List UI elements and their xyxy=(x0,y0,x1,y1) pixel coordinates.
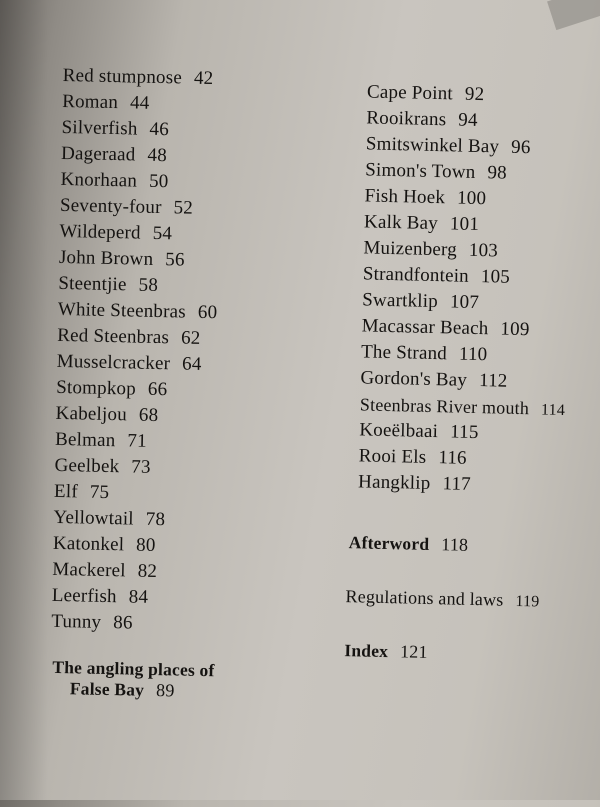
toc-entry-page: 64 xyxy=(181,353,202,375)
toc-entry xyxy=(361,341,488,366)
toc-entry-page: 48 xyxy=(147,144,168,167)
toc-entry-title: Rooikrans xyxy=(366,107,447,131)
toc-entry-title: Steenbras River mouth xyxy=(359,394,530,419)
toc-entry-page: 58 xyxy=(138,274,159,297)
toc-entry-title: Yellowtail xyxy=(53,506,135,530)
toc-entry xyxy=(366,133,531,159)
toc-entry-page: 110 xyxy=(458,343,488,366)
toc-entry-page: 101 xyxy=(449,213,480,236)
toc-entry-title: Kabeljou xyxy=(55,402,128,426)
toc-entry-page: 109 xyxy=(500,318,530,341)
toc-entry-page: 116 xyxy=(438,447,467,469)
toc-entry-page: 94 xyxy=(458,109,478,131)
toc-entry-title: Roman xyxy=(61,90,119,114)
toc-entry-page: 107 xyxy=(449,291,480,314)
toc-entry-afterword xyxy=(349,531,469,556)
toc-entry xyxy=(367,81,485,106)
toc-entry-title: Macassar Beach xyxy=(361,315,489,340)
toc-entry-index xyxy=(344,639,428,663)
toc-entry-title: Geelbek xyxy=(54,454,120,478)
toc-entry-page: 96 xyxy=(510,136,531,159)
toc-entry-title: Wildeperd xyxy=(59,220,141,244)
toc-entry-title: Simon's Town xyxy=(364,159,476,183)
toc-entry xyxy=(366,107,478,132)
toc-entry-title: Muizenberg xyxy=(363,237,458,261)
toc-entry-page: 121 xyxy=(399,641,428,662)
toc-entry-title: The Strand xyxy=(360,341,448,365)
toc-entry xyxy=(359,419,479,444)
toc-entry-page: 54 xyxy=(152,222,173,245)
toc-entry xyxy=(358,445,466,469)
toc-entry-page: 44 xyxy=(129,92,150,114)
toc-entry-page: 105 xyxy=(480,266,511,288)
toc-entry-title: Tunny xyxy=(51,610,102,633)
toc-entry-page: 92 xyxy=(464,83,485,106)
toc-entry-title: Elf xyxy=(53,480,79,503)
toc-entry-title: Gordon's Bay xyxy=(360,367,468,391)
toc-entry-page: 42 xyxy=(193,67,214,90)
toc-entry-page: 75 xyxy=(89,481,110,504)
toc-entry-page: 78 xyxy=(145,508,166,531)
toc-entry-title: Smitswinkel Bay xyxy=(365,133,500,158)
toc-entry-title: Seventy-four xyxy=(59,194,162,219)
toc-entry-page: 56 xyxy=(165,249,185,271)
toc-entry-page: 112 xyxy=(478,370,508,392)
toc-entry-title: Afterword xyxy=(348,532,430,554)
section-heading-line2: False Bay xyxy=(69,678,145,700)
toc-entry-title: Stompkop xyxy=(55,376,137,400)
toc-entry-title: Index xyxy=(344,640,389,662)
toc-entry-title: Silverfish xyxy=(61,116,138,140)
toc-entry xyxy=(362,289,479,314)
toc-entry-page: 46 xyxy=(149,118,170,141)
toc-entry-title: Strandfontein xyxy=(362,263,470,287)
toc-entry-title: Hangklip xyxy=(357,471,431,494)
toc-entry xyxy=(360,393,566,422)
toc-entry-page: 80 xyxy=(135,534,156,557)
toc-entry-title: Mackerel xyxy=(52,558,126,582)
toc-entry-title: Dageraad xyxy=(60,142,136,166)
toc-entry-title: Kalk Bay xyxy=(363,211,439,235)
toc-entry-page: 82 xyxy=(137,560,158,583)
toc-entry-page: 62 xyxy=(180,327,201,349)
toc-entry-title: Knorhaan xyxy=(60,168,138,192)
toc-entry-page: 115 xyxy=(449,421,479,444)
toc-entry xyxy=(364,211,479,236)
section-heading-page: 89 xyxy=(155,680,175,701)
toc-entry-page: 60 xyxy=(197,301,218,324)
toc-entry-title: Fish Hoek xyxy=(364,185,446,209)
toc-entry-title: Swartklip xyxy=(362,289,439,313)
toc-entry-title: Leerfish xyxy=(51,584,117,608)
toc-entry-page: 71 xyxy=(127,430,148,452)
toc-entry-title: Belman xyxy=(54,428,116,452)
toc-entry-page: 98 xyxy=(487,162,508,184)
toc-entry-title: Musselcracker xyxy=(56,350,171,375)
toc-entry-title: Red stumpnose xyxy=(62,64,183,89)
toc-entry-regulations xyxy=(345,585,539,613)
toc-entry-title: Steentjie xyxy=(58,272,127,296)
toc-entry-title: Koeëlbaai xyxy=(359,419,439,443)
toc-entry-title: Rooi Els xyxy=(358,445,427,468)
toc-entry-title: John Brown xyxy=(58,246,154,270)
toc-entry-title: Katonkel xyxy=(52,532,125,556)
toc-entry-page: 119 xyxy=(515,592,540,611)
toc-entry-page: 117 xyxy=(442,473,472,495)
toc-entry-page: 114 xyxy=(540,401,566,420)
section-heading-line1: The angling places of xyxy=(52,656,215,681)
toc-entry-page: 103 xyxy=(468,239,499,262)
toc-entry xyxy=(363,237,498,262)
toc-entry-page: 66 xyxy=(147,378,168,401)
toc-entry-page: 86 xyxy=(113,612,133,634)
toc-entry-page: 68 xyxy=(138,404,159,427)
toc-entry-page: 50 xyxy=(148,170,169,193)
toc-entry-title: Cape Point xyxy=(366,81,454,105)
toc-entry-page: 100 xyxy=(456,187,487,210)
toc-entry-page: 118 xyxy=(441,534,469,555)
toc-entry-title: White Steenbras xyxy=(57,298,187,323)
toc-entry xyxy=(365,159,507,184)
toc-entry-page: 52 xyxy=(173,197,194,219)
toc-entry-title: Red Steenbras xyxy=(57,324,170,349)
toc-entry-page: 73 xyxy=(131,456,151,478)
toc-entry xyxy=(361,315,529,341)
toc-entry-title: Regulations and laws xyxy=(345,586,504,610)
toc-entry-page: 84 xyxy=(128,586,149,608)
toc-entry xyxy=(358,471,471,496)
toc-entry xyxy=(364,185,486,210)
toc-entry xyxy=(363,263,511,288)
toc-entry xyxy=(360,367,507,392)
